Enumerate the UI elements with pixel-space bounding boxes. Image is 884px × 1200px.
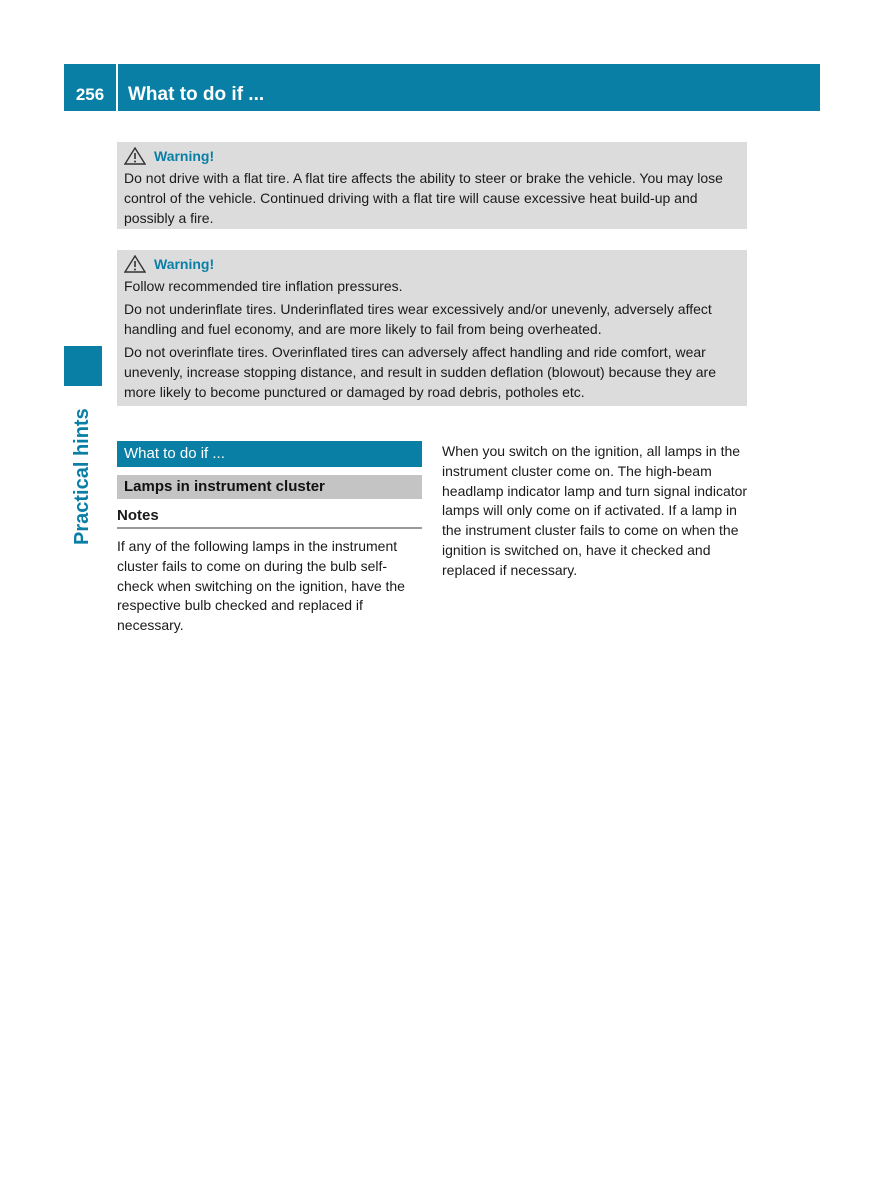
- warning-box-inflation: [117, 250, 747, 406]
- warning-box-flat-tire: [117, 142, 747, 229]
- body-paragraph: When you switch on the ignition, all lamps in the instrument cluster come on. The high-beam headlamp indicator lamp and turn signal indicator lamps will only come on if activated. If a lamp in the instrument cluster fails to come on when the ignition is switched on, have it checked and replaced if necessary.: [442, 443, 748, 578]
- subsection-heading: Lamps in instrument cluster: [117, 475, 422, 499]
- section-heading: What to do if ...: [117, 441, 422, 467]
- warning-paragraph: Follow recommended tire inflation pressures.: [124, 278, 403, 294]
- warning-paragraph: Do not drive with a flat tire. A flat tire affects the ability to steer or brake the vehicle. You may lose control of the vehicle. Continued driving with a flat tire will cause excessive heat build-up and possibly a fire.: [124, 170, 723, 226]
- warning-triangle-icon: [124, 147, 146, 165]
- warning-heading: [124, 148, 740, 164]
- warning-paragraph: Do not overinflate tires. Overinflated tires can adversely affect handling and ride comfort, wear unevenly, increase stopping distance, and result in sudden deflation (blowout) because they are more likely to become punctured or damaged by road debris, potholes etc.: [124, 344, 717, 400]
- side-tab-label: Practical hints: [71, 408, 93, 545]
- side-tab-marker: [64, 346, 102, 386]
- warning-heading-text: Warning!: [154, 256, 215, 272]
- warning-paragraph: Do not underinflate tires. Underinflated tires wear excessively and/or unevenly, adversely affect handling and fuel economy, and are more likely to fail from being overheated.: [124, 301, 712, 337]
- warning-triangle-icon: [124, 255, 146, 273]
- notes-paragraph: If any of the following lamps in the instrument cluster fails to come on during the bulb self-check when switching on the ignition, have the respective bulb checked and replaced if necessary.: [117, 538, 405, 634]
- warning-heading: [124, 256, 740, 272]
- page-title: What to do if ...: [128, 84, 265, 105]
- left-column: [117, 441, 422, 636]
- page-number: 256: [75, 85, 105, 104]
- header-divider: [116, 64, 118, 111]
- right-column: [442, 442, 748, 581]
- notes-heading: Notes: [117, 507, 422, 529]
- warning-heading-text: Warning!: [154, 148, 215, 164]
